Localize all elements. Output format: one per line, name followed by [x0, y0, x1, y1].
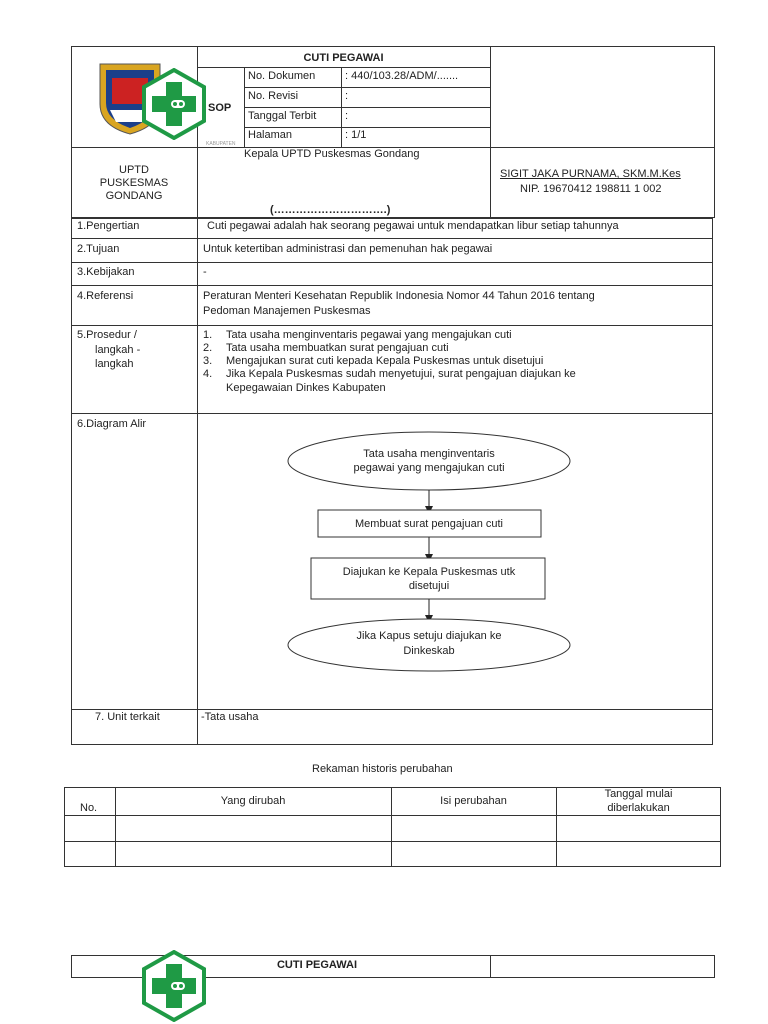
step-text: Tata usaha menginventaris pegawai yang mengajukan cuti	[226, 329, 512, 341]
history-title: Rekaman historis perubahan	[312, 763, 453, 775]
flow-process-box	[311, 558, 545, 599]
referensi-line-1: Peraturan Menteri Kesehatan Republik Indonesia Nomor 44 Tahun 2016 tentang	[203, 290, 595, 302]
unit-terkait-label: 7. Unit terkait	[95, 711, 160, 723]
history-row-line	[64, 815, 721, 816]
tanggal-terbit-label: Tanggal Terbit	[248, 110, 317, 122]
flow-node-text: Tata usaha menginventaris	[363, 448, 495, 460]
prosedur-label-1: 5.Prosedur /	[77, 329, 137, 341]
prosedur-label-2: langkah -	[95, 344, 141, 356]
step-number: 4.	[203, 368, 213, 380]
no-revisi-label: No. Revisi	[248, 90, 299, 102]
no-dokumen-value: : 440/103.28/ADM/.......	[345, 70, 459, 82]
unit-line-2: PUSKESMAS	[99, 177, 169, 189]
flow-node-text: pegawai yang mengajukan cuti	[353, 462, 505, 474]
step-text: Mengajukan surat cuti kepada Kepala Puskesmas untuk disetujui	[226, 355, 544, 367]
history-header-tanggal-1: Tanggal mulai	[604, 788, 673, 800]
pengertian-text: Cuti pegawai adalah hak seorang pegawai untuk mendapatkan libur setiap tahunnya	[207, 220, 619, 232]
pengertian-label: 1.Pengertian	[77, 220, 140, 232]
tujuan-text: Untuk ketertiban administrasi dan pemenuhan hak pegawai	[203, 243, 493, 255]
footer-title: CUTI PEGAWAI	[276, 959, 358, 971]
section-line	[71, 709, 713, 710]
referensi-line-2: Pedoman Manajemen Puskesmas	[203, 305, 371, 317]
kebijakan-label: 3.Kebijakan	[77, 266, 135, 278]
halaman-value: : 1/1	[345, 129, 367, 141]
flow-diagram	[197, 413, 713, 709]
flow-node-text: disetujui	[408, 580, 450, 592]
footer-divider	[490, 955, 491, 978]
history-row-line	[64, 841, 721, 842]
puskesmas-logo-icon	[138, 950, 210, 1022]
sign-title: Kepala UPTD Puskesmas Gondang	[244, 148, 420, 160]
info-row-line	[244, 107, 490, 108]
signer-nip: NIP. 19670412 198811 1 002	[520, 183, 662, 195]
history-header-tanggal-2: diberlakukan	[607, 802, 670, 814]
step-number: 1.	[203, 329, 213, 341]
referensi-label: 4.Referensi	[77, 290, 134, 302]
step-text: Jika Kepala Puskesmas sudah menyetujui, surat pengajuan diajukan ke	[226, 368, 576, 380]
step-text-continued: Kepegawaian Dinkes Kabupaten	[226, 382, 386, 394]
history-header-isi: Isi perubahan	[440, 795, 507, 807]
no-revisi-value: :	[345, 90, 349, 102]
sop-label: SOP	[208, 102, 232, 114]
section-line	[71, 262, 713, 263]
tanggal-terbit-value: :	[345, 110, 349, 122]
flow-node-text: Jika Kapus setuju diajukan ke	[356, 630, 502, 642]
sign-dots: (………………………….)	[270, 204, 391, 216]
logo-subtext: KABUPATEN	[206, 141, 236, 147]
no-dokumen-label: No. Dokumen	[248, 70, 316, 82]
unit-line-3: GONDANG	[105, 190, 163, 202]
step-number: 2.	[203, 342, 213, 354]
flow-node-text: Diajukan ke Kepala Puskesmas utk	[342, 566, 516, 578]
info-row-line	[244, 87, 490, 88]
prosedur-label-3: langkah	[95, 358, 134, 370]
step-number: 3.	[203, 355, 213, 367]
diagram-label: 6.Diagram Alir	[77, 418, 147, 430]
flow-node-text: Dinkeskab	[403, 645, 455, 657]
tujuan-label: 2.Tujuan	[77, 243, 120, 255]
halaman-label: Halaman	[248, 129, 293, 141]
document-title: CUTI PEGAWAI	[303, 52, 384, 64]
puskesmas-logo-icon	[138, 68, 210, 140]
kebijakan-text: -	[203, 266, 207, 278]
section-line	[71, 238, 713, 239]
unit-terkait-text: -Tata usaha	[201, 711, 259, 723]
header-divider-right	[490, 46, 491, 218]
section-line	[71, 285, 713, 286]
flow-node-text: Membuat surat pengajuan cuti	[355, 518, 503, 530]
section-line	[71, 325, 713, 326]
flow-start-ellipse	[288, 432, 570, 490]
signer-name: SIGIT JAKA PURNAMA, SKM.M.Kes	[500, 168, 681, 180]
unit-line-1: UPTD	[119, 164, 149, 176]
history-header-no: No.	[80, 802, 98, 814]
info-row-line	[244, 127, 490, 128]
title-underline	[197, 67, 490, 68]
step-text: Tata usaha membuatkan surat pengajuan cuti	[226, 342, 449, 354]
history-header-yang-dirubah: Yang dirubah	[220, 795, 286, 807]
